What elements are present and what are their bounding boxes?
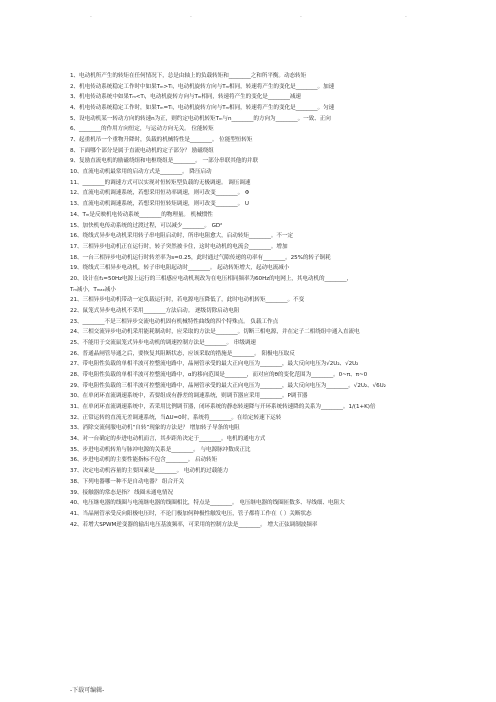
question-line: 39、接触器的常态是指？ 线圈未通电情况 [70, 489, 173, 496]
question-line: 22、鼠笼式异步电动机不采用________方法启动。 逐级切除启动电阻 [70, 307, 240, 314]
question-line: 33、消除交流伺服电动机“自转”现象的方法是？ 增加转子导条的电阻 [70, 425, 240, 432]
question-line: 18、一台三相异步电动机运行时转差率为s=0.25，此时通过气隙传递的功率有________。25%的转子铜耗 [70, 254, 331, 261]
question-line: 32、正常运转的直流无差调速系统，当ΔU=0时，系统将________。在给定转速下运转 [70, 414, 282, 421]
question-line: 24、三相交流异步电动机采用能耗制动时，应采取的方法是________。切断三相电源，并在定子二相绕组中通入直流电 [70, 329, 360, 336]
question-line: 31、在单闭环直流调速系统中，若采用比例调节器，闭环系统的静态转速降与开环系统转速降的关系为________。1/(1+K)倍 [70, 404, 376, 411]
header-dot: . [300, 12, 302, 19]
question-line: 34、对一台确定的步进电动机而言，其步距角决定于________。电机的通电方式 [70, 436, 266, 443]
question-line: 27、带电阻性负载的单相半波可控整流电路中，晶闸管承受的最大正向电压为________，最大反向电压为√2U₂、√2U₂ [70, 361, 359, 368]
question-line: 21、三相异步电动机带动一定负载运行时，若电源电压降低了，此时电动机转矩________。不变 [70, 297, 305, 304]
question-line: 42、若增大SPWM逆变器的输出电压基波频率，可采用的控制方法是________。 增大正弦调制波频率 [70, 521, 318, 528]
question-line: 11、________的调速方式可以实现对恒转矩型负载的无极调速。 调压调速 [70, 179, 251, 186]
question-line: 3、机电传动系统中如果Tₘ<Tₗ，电动机旋转方向与Tₘ相同，转速将产生的变化是________减速 [70, 94, 301, 101]
question-line: 28、带电阻性负载的单相半波可控整流电路中，α的移向范围是________，而对应的θ的变化范围为________。0~π、π~0 [70, 372, 368, 379]
question-line: 25、不能用于交流鼠笼式异步电动机的调速控制方法是________。 串级调速 [70, 340, 256, 346]
question-line: 20、设计在f₁=50Hz电源上运行的三相感应电动机现改为在电压相同频率为60Hz的电网上，其电动机的________， [70, 275, 353, 282]
question-line: 19、绕线式三相异步电动机，转子串电阻起动时________。 起动转矩增大，起动电流减小 [70, 265, 290, 272]
question-line: Tₘ减小，Tₘₐₓ减小 [70, 286, 116, 293]
question-line: 13、直流电动机调速系统，若想采用恒转矩调速，则可改变________。 U [70, 201, 249, 208]
question-line: 38、下列电器哪一种不是自动电器？ 组合开关 [70, 478, 185, 485]
header-dot: . [190, 12, 192, 19]
question-line: 17、三相异步电动机正在运行时，转子突然被卡住，这时电动机的电流会________。增加 [70, 243, 288, 250]
question-line: 14、Tₘ是反映机电传动系统________的物理量。 机械惯性 [70, 211, 213, 218]
header-dot: . [90, 12, 92, 19]
question-line: 1、电动机所产生的转矩在任何情况下，总是由轴上的负载转矩和________之和所平衡。动态转矩 [70, 73, 307, 79]
question-line: 6、________的作用方向恒定，与运动方向无关。 位能转矩 [70, 126, 214, 133]
question-line: 35、步进电动机转角与脉冲电源的关系是________。 与电源脉冲数成正比 [70, 446, 251, 453]
header-dots [0, 13, 496, 19]
page-footer: -下载可编辑- [70, 687, 105, 694]
question-line: 23、________不是三相异步交流电动机固有机械特性曲线的四个特殊点。 负载工作点 [70, 318, 279, 325]
question-line: 37、决定电动机容量的主要因素是________。 电动机的过载能力 [70, 468, 229, 475]
question-line: 9、复励直流电机的励磁绕组和电枢绕组是________。 一部分串联其他的并联 [70, 158, 258, 165]
question-line: 40、电压继电器的线圈与电流继电器的线圈相比，特点是________。 电压继电器的线圈匝数多、导线细、电阻大 [70, 500, 345, 507]
question-line: 12、直流电动机调速系统，若想采用恒功率调速，则可改变________。 Φ [70, 190, 250, 197]
question-line: 4、机电传动系统稳定工作时，如果Tₘ=Tₗ，电动机旋转方向与Tₘ相同，转速将产生的变化是________。匀速 [70, 105, 335, 112]
question-line: 36、步进电动机的主要性能指标不包含________。 启动转矩 [70, 457, 218, 464]
question-line: 7、起重机吊一个重物升降时，负载的机械特性是________。 位能型恒转矩 [70, 137, 253, 144]
header-dot: . [405, 12, 407, 19]
question-line: 8、下面哪个部分是属于直流电动机的定子部分？ 励磁绕组 [70, 147, 214, 154]
question-line: 29、带电阻性负载的三相半波可控整流电路中，晶闸管承受的最大正向电压为________，最大反向电压为________。√2U₂、√6U₂ [70, 382, 386, 389]
question-line: 30、在单闭环直流调速系统中，若要组成有静差的调速系统，则调节器应采用________。P调节器 [70, 393, 308, 400]
question-line: 15、加快机电传动系统的过渡过程，可以减少________。 GD² [70, 222, 223, 229]
question-line: 5、设电动机某一转动方向的转速n为正，则约定电动机转矩Tₘ与n________的方向为________。一致、正向 [70, 115, 331, 122]
question-line: 16、绕线式异步电动机采用转子串电阻启动时，所串电阻愈大，启动转矩________。不一定 [70, 233, 294, 240]
question-line: 26、普通晶闸管导通之后，要恢复其阻断状态，应该采取的措施是________。 阳极电压取反 [70, 350, 295, 357]
question-line: 2、机电传动系统稳定工作时中如果Tₘ>Tₗ，电动机旋转方向与Tₘ相同，转速将产生的变化是________。加速 [70, 83, 335, 90]
question-line: 10、直流电动机最常用的启动方式是________。 降压启动 [70, 169, 212, 176]
question-line: 41、当晶闸管承受反向阳极电压时，不论门极加何种极性触发电压，管子都将工作在（ ）关断状态 [70, 510, 312, 517]
